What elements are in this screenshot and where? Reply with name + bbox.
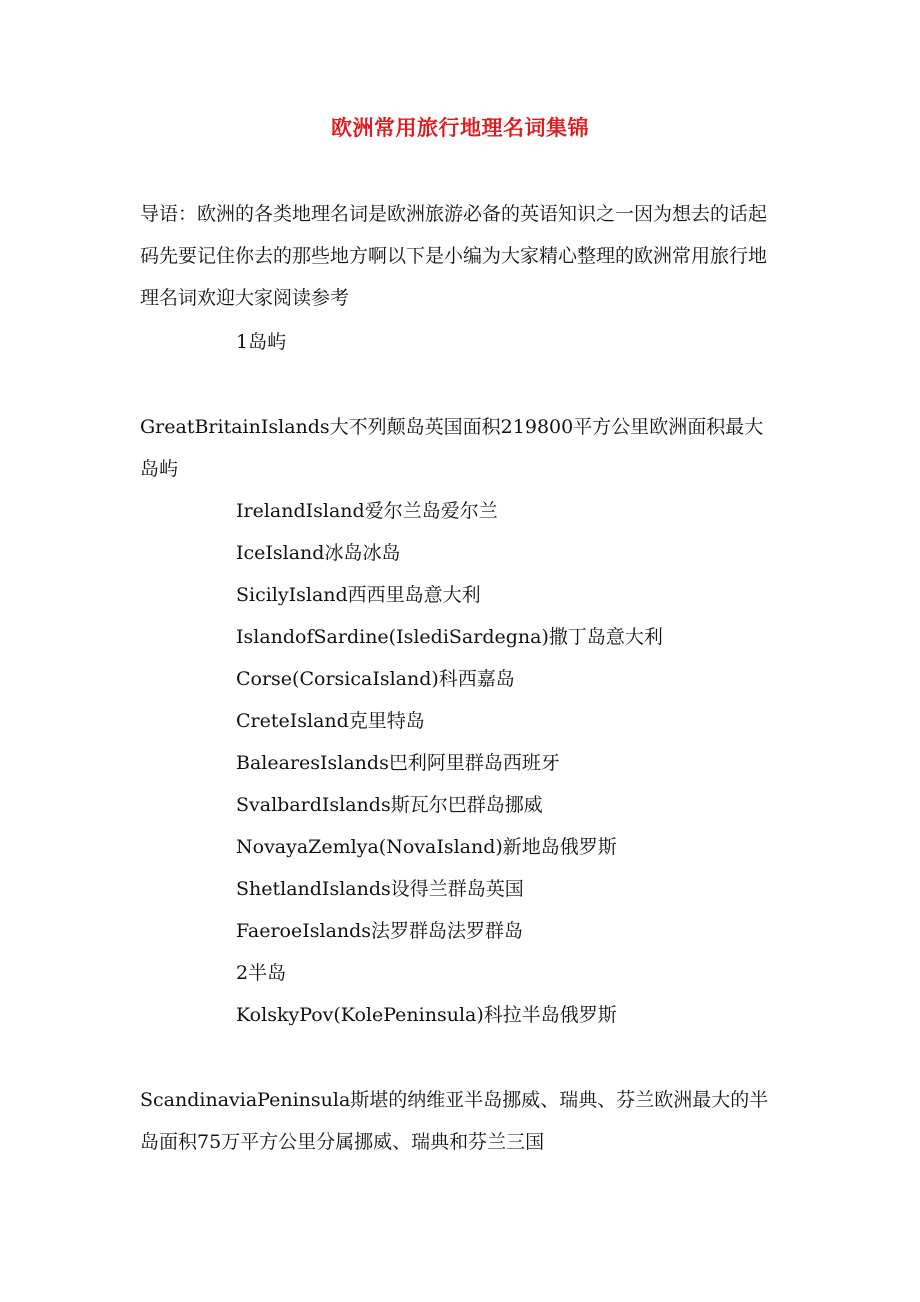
intro-paragraph: 导语：欧洲的各类地理名词是欧洲旅游必备的英语知识之一因为想去的话起码先要记住你去的那些地方啊以下是小编为大家精心整理的欧洲常用旅行地理名词欢迎大家阅读参考 — [140, 203, 768, 309]
document-title: 欧洲常用旅行地理名词集锦 — [331, 115, 589, 140]
list-item: ShetlandIslands设得兰群岛英国 — [236, 878, 524, 900]
section-heading-peninsulas: 2半岛 — [236, 962, 287, 984]
list-item: FaeroeIslands法罗群岛法罗群岛 — [236, 920, 524, 942]
list-item: Corse(CorsicaIsland)科西嘉岛 — [236, 668, 515, 690]
list-item: KolskyPov(KolePeninsula)科拉半岛俄罗斯 — [236, 1004, 617, 1026]
list-item: IceIsland冰岛冰岛 — [236, 542, 401, 564]
list-item: BalearesIslands巴利阿里群岛西班牙 — [236, 752, 560, 774]
list-item: IrelandIsland爱尔兰岛爱尔兰 — [236, 500, 498, 522]
section-heading-islands: 1岛屿 — [236, 331, 287, 353]
list-item: CreteIsland克里特岛 — [236, 710, 425, 732]
great-britain-paragraph: GreatBritainIslands大不列颠岛英国面积219800平方公里欧洲面积最大岛屿 — [140, 416, 764, 480]
list-item: IslandofSardine(IslediSardegna)撒丁岛意大利 — [236, 626, 663, 648]
list-item: NovayaZemlya(NovaIsland)新地岛俄罗斯 — [236, 836, 617, 858]
list-item: SvalbardIslands斯瓦尔巴群岛挪威 — [236, 794, 543, 816]
scandinavia-paragraph: ScandinaviaPeninsula斯堪的纳维亚半岛挪威、瑞典、芬兰欧洲最大的半岛面积75万平方公里分属挪威、瑞典和芬兰三国 — [140, 1089, 769, 1153]
list-item: SicilyIsland西西里岛意大利 — [236, 584, 481, 606]
